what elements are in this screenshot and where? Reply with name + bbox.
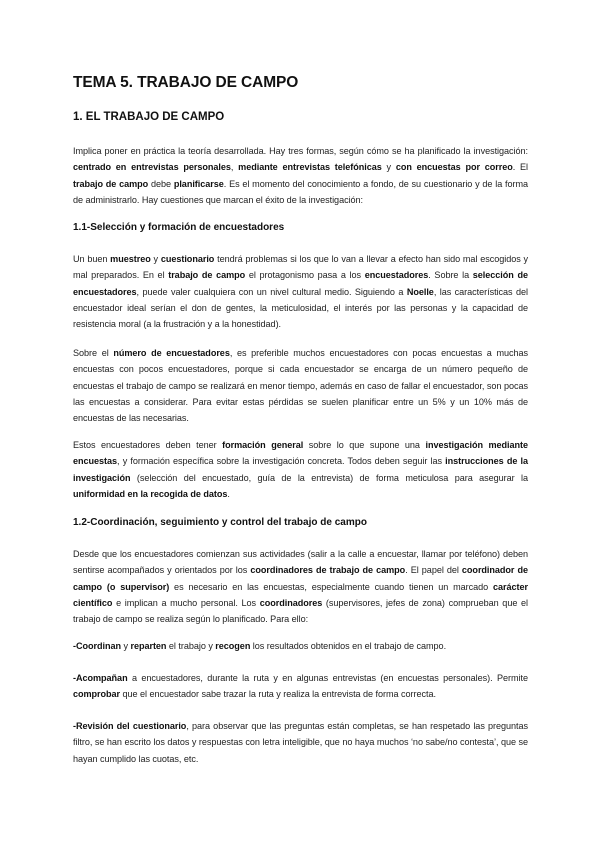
- bold-term: selección de encuestadores: [73, 270, 528, 297]
- bold-term: -Coordinan: [73, 641, 121, 651]
- bold-term: coordinador de campo (o supervisor): [73, 565, 528, 592]
- paragraph-training: Estos encuestadores deben tener formación general sobre lo que supone una investigación mediante encuestas, y formación específica sobre la investigación concreta. Todos deben seguir las instrucciones de la investigación (selección del encuestado, guía de la entrevista) de forma meticulosa para asegurar la uniformidad en la recogida de datos.: [73, 440, 529, 499]
- bold-term: comprobar: [73, 689, 121, 700]
- bold-term: instrucciones de la investigación: [73, 456, 528, 483]
- bold-term: número de encuestadores: [113, 348, 230, 358]
- bold-term: trabajo de campo: [168, 270, 246, 281]
- bold-term: muestreo: [110, 254, 151, 264]
- bold-term: coordinadores de trabajo de campo: [250, 565, 406, 576]
- bold-term: coordinadores: [259, 597, 323, 608]
- paragraph-number: Sobre el número de encuestadores, es preferible muchos encuestadores con pocas encuestas a muchas encuestas con pocos encuestadores, porque si cada encuestador se encarga de un número pequeño de encuestas el trabajo de campo se realizará en menor tiempo, además en caso de fallar el encuestador, son pocas las encuestas a considerar. Para evitar estas pérdidas se suelen planificar entre un 5% y un 10% más de encuestas de las necesarias.: [73, 348, 528, 424]
- bold-term: -Revisión del cuestionario: [73, 721, 187, 731]
- paragraph-coordinate-item: -Coordinan y reparten el trabajo y recogen los resultados obtenidos en el trabajo de campo.: [73, 641, 447, 651]
- paragraph-accompany-item: -Acompañan a encuestadores, durante la ruta y en algunas entrevistas (en encuestas personales). Permite comprobar que el encuestador sabe trazar la ruta y realiza la entrevista de forma correcta.: [73, 673, 528, 700]
- bold-term: -Acompañan: [73, 673, 128, 683]
- bold-term: planificarse: [173, 178, 224, 189]
- paragraph-coordination: Desde que los encuestadores comienzan sus actividades (salir a la calle a encuestar, llamar por teléfono) deben sentirse acompañados y orientados por los coordinadores de trabajo de campo. El papel del coordinador de campo (o supervisor) es necesario en las encuestas, especialmente cuando tienen un marcado carácter científico e implican a mucho personal. Los coordinadores (supervisores, jefes de zona) comprueban que el trabajo de campo se realiza según lo planificado. Para ello:: [73, 549, 528, 625]
- paragraph-review-item: -Revisión del cuestionario, para observar que las preguntas están completas, se han respetado las preguntas filtro, se han escrito los datos y respuestas con letra inteligible, que no haya muchos ‘no sabe/no contesta’, que se hayan cumplido las cuotas, etc.: [73, 721, 528, 764]
- bold-term: recogen: [215, 641, 251, 651]
- bold-term: investigación mediante encuestas: [73, 440, 529, 467]
- bold-term: encuestadores: [364, 270, 429, 281]
- subsection-heading-coordination: 1.2-Coordinación, seguimiento y control del trabajo de campo: [73, 517, 367, 528]
- bold-term: reparten: [130, 641, 167, 651]
- bold-term: uniformidad en la recogida de datos: [73, 488, 228, 499]
- paragraph-selection: Un buen muestreo y cuestionario tendrá problemas si los que lo van a llevar a efecto han sido mal escogidos y mal preparados. En el trabajo de campo el protagonismo pasa a los encuestadores. Sobre la selección de encuestadores, puede valer cualquiera con un nivel cultural medio. Siguiendo a Noelle, las características del encuestador ideal serían el don de gentes, la meticulosidad, el interés por las personas y la capacidad de resistencia moral (a la frustración y a la honestidad).: [73, 254, 529, 330]
- bold-term: cuestionario: [160, 254, 215, 264]
- bold-term: centrado en entrevistas personales: [73, 162, 231, 173]
- bold-term: mediante entrevistas telefónicas: [238, 162, 382, 173]
- document-title: TEMA 5. TRABAJO DE CAMPO: [73, 74, 299, 91]
- bold-term: formación general: [222, 440, 304, 450]
- subsection-heading-selection: 1.1-Selección y formación de encuestadores: [73, 222, 285, 233]
- bold-term: carácter científico: [73, 581, 528, 608]
- section-heading: 1. EL TRABAJO DE CAMPO: [73, 111, 225, 123]
- bold-term: Noelle: [406, 286, 434, 297]
- paragraph-intro: Implica poner en práctica la teoría desarrollada. Hay tres formas, según cómo se ha planificado la investigación: centrado en entrevistas personales, mediante entrevistas telefónicas y con encuestas por correo. El trabajo de campo debe planificarse. Es el momento del conocimiento a fondo, de su cuestionario y de la forma de administrarlo. Hay cuestiones que marcan el éxito de la investigación:: [73, 146, 529, 205]
- bold-term: con encuestas por correo: [395, 162, 513, 173]
- bold-term: trabajo de campo: [73, 178, 149, 189]
